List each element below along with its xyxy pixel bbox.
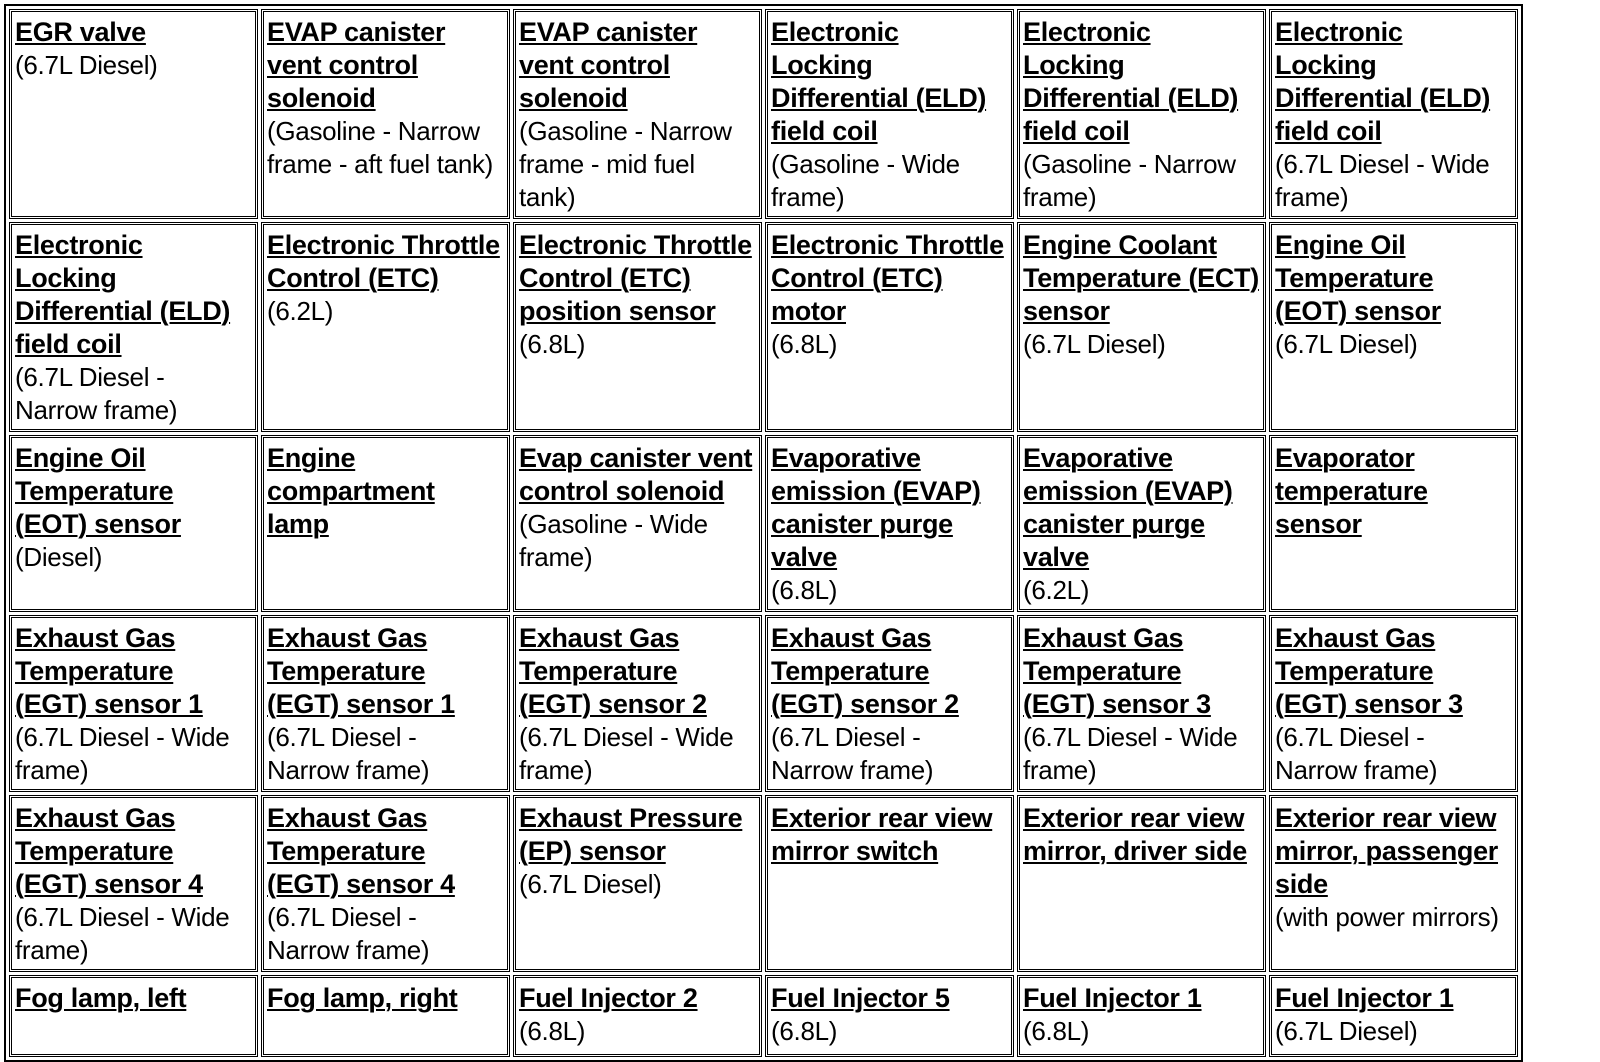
component-link[interactable]: Engine Coolant Temperature (ECT) sensor: [1023, 230, 1259, 326]
component-note: (6.8L): [771, 329, 838, 359]
component-note: (6.7L Diesel): [15, 50, 158, 80]
component-note: (6.7L Diesel - Wide frame): [1023, 722, 1238, 785]
component-link[interactable]: Exhaust Gas Temperature (EGT) sensor 2: [771, 623, 959, 719]
table-row: [9, 435, 1518, 612]
component-link[interactable]: Engine Oil Temperature (EOT) sensor: [15, 443, 181, 539]
component-note: (6.8L): [771, 1016, 838, 1046]
component-cell: [9, 795, 258, 972]
component-cell: [261, 795, 510, 972]
component-cell: [765, 795, 1014, 972]
component-note: (6.7L Diesel): [1275, 329, 1418, 359]
component-cell: [261, 615, 510, 792]
component-note: (6.7L Diesel - Narrow frame): [267, 902, 430, 965]
component-cell: [1017, 975, 1266, 1057]
component-note: (Gasoline - Wide frame): [771, 149, 960, 212]
component-note: (6.8L): [1023, 1016, 1090, 1046]
component-link[interactable]: EGR valve: [15, 17, 146, 47]
component-link[interactable]: Fuel Injector 1: [1023, 983, 1202, 1013]
component-cell: [513, 9, 762, 219]
component-cell: [513, 435, 762, 612]
component-note: (6.7L Diesel - Narrow frame): [1275, 722, 1438, 785]
component-link[interactable]: Exterior rear view mirror, driver side: [1023, 803, 1247, 866]
component-cell: [9, 9, 258, 219]
component-note: (Diesel): [15, 542, 103, 572]
component-cell: [1017, 615, 1266, 792]
component-link[interactable]: Electronic Locking Differential (ELD) field coil: [771, 17, 987, 146]
component-note: (6.7L Diesel): [1275, 1016, 1418, 1046]
component-link[interactable]: Exhaust Gas Temperature (EGT) sensor 1: [267, 623, 455, 719]
component-cell: [261, 975, 510, 1057]
component-cell: [513, 975, 762, 1057]
component-cell: [513, 222, 762, 432]
component-index-body: [9, 9, 1518, 1057]
component-link[interactable]: Fuel Injector 5: [771, 983, 950, 1013]
component-cell: [261, 435, 510, 612]
component-cell: [765, 975, 1014, 1057]
component-link[interactable]: Evap canister vent control solenoid: [519, 443, 753, 506]
component-link[interactable]: EVAP canister vent control solenoid: [519, 17, 698, 113]
component-link[interactable]: Exhaust Gas Temperature (EGT) sensor 3: [1023, 623, 1211, 719]
component-link[interactable]: Evaporative emission (EVAP) canister purge valve: [771, 443, 981, 572]
component-note: (6.8L): [519, 329, 586, 359]
component-link[interactable]: Fuel Injector 1: [1275, 983, 1454, 1013]
component-cell: [1017, 9, 1266, 219]
component-link[interactable]: Electronic Throttle Control (ETC) motor: [771, 230, 1004, 326]
component-link[interactable]: Electronic Locking Differential (ELD) field coil: [15, 230, 231, 359]
component-note: (Gasoline - Narrow frame - mid fuel tank): [519, 116, 732, 212]
component-note: (6.7L Diesel - Wide frame): [519, 722, 734, 785]
component-link[interactable]: Exhaust Gas Temperature (EGT) sensor 2: [519, 623, 707, 719]
component-link[interactable]: Evaporator temperature sensor: [1275, 443, 1428, 539]
component-note: (6.7L Diesel): [519, 869, 662, 899]
table-row: [9, 9, 1518, 219]
component-cell: [1269, 222, 1518, 432]
component-note: (6.7L Diesel - Wide frame): [15, 902, 230, 965]
component-link[interactable]: Exhaust Gas Temperature (EGT) sensor 3: [1275, 623, 1463, 719]
component-cell: [765, 615, 1014, 792]
component-cell: [1269, 615, 1518, 792]
component-link[interactable]: Exterior rear view mirror switch: [771, 803, 993, 866]
component-link[interactable]: Exhaust Gas Temperature (EGT) sensor 4: [267, 803, 455, 899]
component-link[interactable]: Engine compartment lamp: [267, 443, 435, 539]
component-cell: [1017, 435, 1266, 612]
component-cell: [261, 222, 510, 432]
component-note: (6.7L Diesel - Narrow frame): [771, 722, 934, 785]
component-note: (6.7L Diesel - Wide frame): [1275, 149, 1490, 212]
component-note: (6.8L): [519, 1016, 586, 1046]
component-note: (Gasoline - Narrow frame - aft fuel tank): [267, 116, 494, 179]
table-row: [9, 615, 1518, 792]
component-cell: [1017, 795, 1266, 972]
component-cell: [513, 795, 762, 972]
component-link[interactable]: Fog lamp, left: [15, 983, 187, 1013]
table-row: [9, 795, 1518, 972]
component-note: (6.7L Diesel): [1023, 329, 1166, 359]
component-cell: [1269, 975, 1518, 1057]
component-link[interactable]: Electronic Throttle Control (ETC) position sensor: [519, 230, 752, 326]
component-link[interactable]: Electronic Throttle Control (ETC): [267, 230, 500, 293]
component-link[interactable]: Evaporative emission (EVAP) canister purge valve: [1023, 443, 1233, 572]
component-link[interactable]: Engine Oil Temperature (EOT) sensor: [1275, 230, 1441, 326]
component-link[interactable]: Exhaust Gas Temperature (EGT) sensor 4: [15, 803, 203, 899]
component-link[interactable]: Fog lamp, right: [267, 983, 458, 1013]
component-note: (6.8L): [771, 575, 838, 605]
component-cell: [1269, 795, 1518, 972]
table-row: [9, 975, 1518, 1057]
component-cell: [9, 435, 258, 612]
component-link[interactable]: Electronic Locking Differential (ELD) field coil: [1275, 17, 1491, 146]
component-note: (Gasoline - Narrow frame): [1023, 149, 1236, 212]
component-link[interactable]: Electronic Locking Differential (ELD) field coil: [1023, 17, 1239, 146]
component-index-table: [4, 4, 1523, 1062]
component-cell: [765, 222, 1014, 432]
component-link[interactable]: Fuel Injector 2: [519, 983, 698, 1013]
component-cell: [261, 9, 510, 219]
component-cell: [765, 435, 1014, 612]
component-note: (6.2L): [1023, 575, 1090, 605]
component-link[interactable]: Exhaust Gas Temperature (EGT) sensor 1: [15, 623, 203, 719]
component-cell: [1269, 435, 1518, 612]
component-note: (6.7L Diesel - Narrow frame): [15, 362, 178, 425]
component-cell: [9, 975, 258, 1057]
component-note: (Gasoline - Wide frame): [519, 509, 708, 572]
component-link[interactable]: Exterior rear view mirror, passenger side: [1275, 803, 1499, 899]
component-cell: [1017, 222, 1266, 432]
component-note: (6.2L): [267, 296, 334, 326]
component-note: (6.7L Diesel - Wide frame): [15, 722, 230, 785]
component-link[interactable]: EVAP canister vent control solenoid: [267, 17, 446, 113]
component-note: (6.7L Diesel - Narrow frame): [267, 722, 430, 785]
component-cell: [1269, 9, 1518, 219]
component-cell: [765, 9, 1014, 219]
component-cell: [9, 615, 258, 792]
table-row: [9, 222, 1518, 432]
component-cell: [513, 615, 762, 792]
component-link[interactable]: Exhaust Pressure (EP) sensor: [519, 803, 743, 866]
component-cell: [9, 222, 258, 432]
component-note: (with power mirrors): [1275, 902, 1499, 932]
